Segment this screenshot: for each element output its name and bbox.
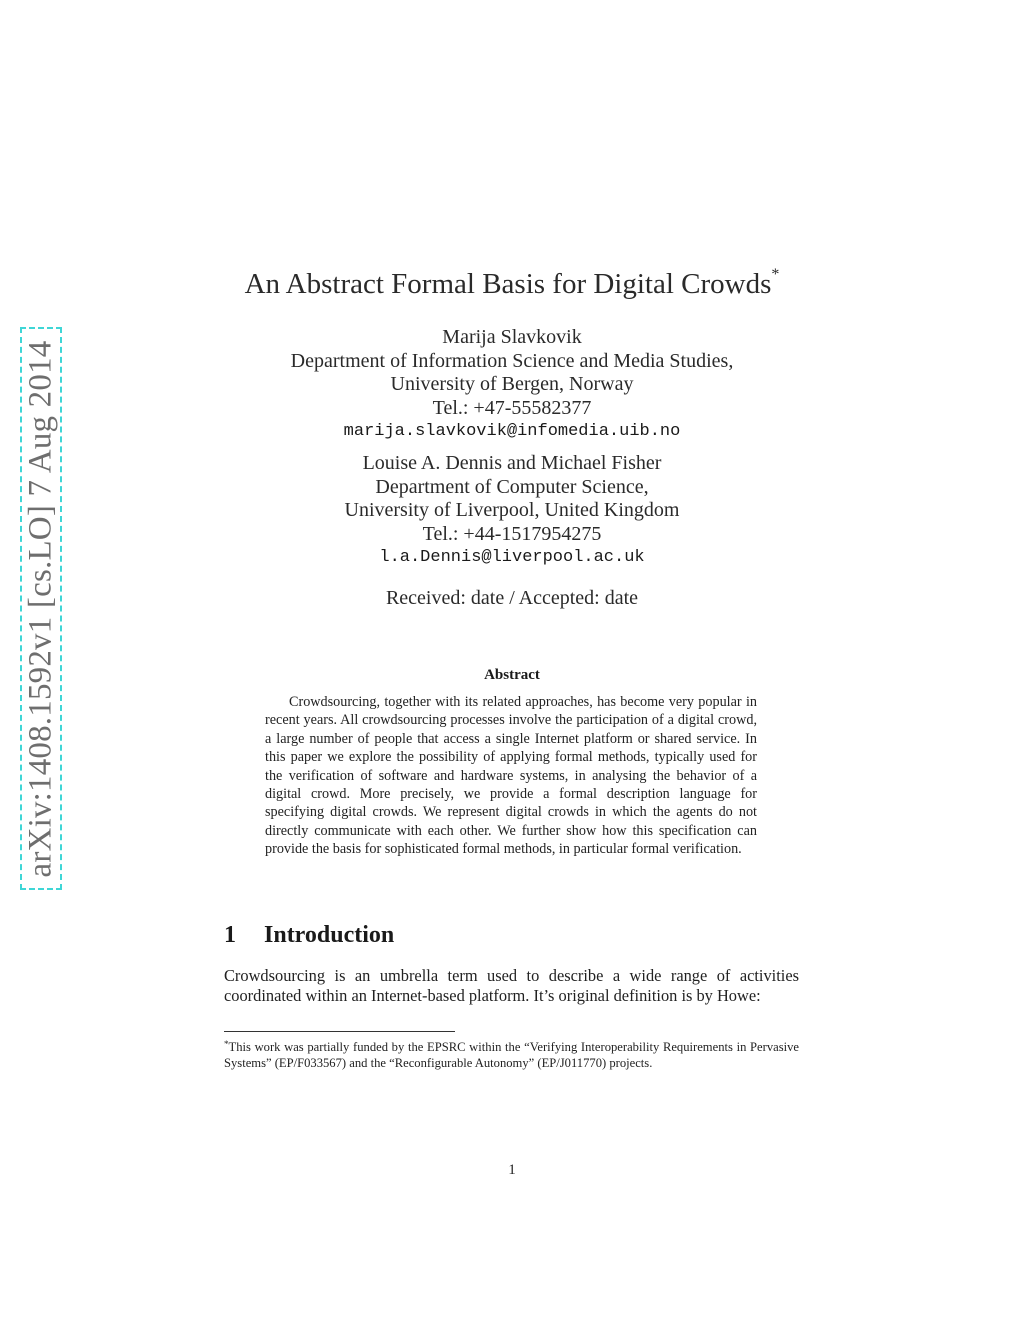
abstract-heading: Abstract: [484, 667, 540, 683]
title-footnote-mark: *: [771, 266, 780, 283]
footnote-text: This work was partially funded by the EPSRC within the “Verifying Interoperability Requirements in Pervasive Systems” (EP/F033567) and the “Reconfigurable Autonomy” (EP/J011770) projects.: [224, 1040, 799, 1070]
author-university: University of Bergen, Norway: [390, 373, 634, 395]
author-department: Department of Computer Science,: [375, 475, 649, 498]
paper-title: [0, 266, 1024, 301]
author-name: Marija Slavkovik: [442, 326, 582, 348]
author-name: Louise A. Dennis and Michael Fisher: [362, 452, 662, 474]
abstract-body: Crowdsourcing, together with its related approaches, has become very popular in recent years. All crowdsourcing processes involve the participation of a digital crowd, a large number of people that access a single Internet platform or shared service. In this paper we explore the possibility of applying formal methods, typically used for the verification of software and hardware systems, in analysing the behavior of a digital crowd. More precisely, we provide a formal description language for specifying digital crowds. We represent digital crowds in which the agents do not directly communicate with each other. We further show how this specification can provide the basis for sophisticated formal methods, in particular formal verification.: [265, 694, 757, 858]
footnote-divider: [224, 1031, 455, 1032]
author-block-1: [0, 326, 1024, 444]
author-email: l.a.Dennis@liverpool.ac.uk: [379, 548, 645, 567]
section-number: 1: [224, 922, 236, 948]
author-telephone: Tel.: +47-55582377: [432, 396, 592, 419]
footnote-mark: *: [224, 1039, 229, 1049]
author-telephone: Tel.: +44-1517954275: [422, 522, 602, 545]
section-heading: [224, 922, 394, 949]
author-department: Department of Information Science and Media Studies,: [290, 349, 734, 372]
introduction-paragraph: Crowdsourcing is an umbrella term used to describe a wide range of activities coordinated within an Internet-based platform. It’s original definition is by Howe:: [224, 966, 799, 1005]
received-accepted-dates: Received: date / Accepted: date: [385, 587, 639, 609]
paper-title-text: An Abstract Formal Basis for Digital Crowds: [244, 268, 772, 300]
arxiv-identifier: arXiv:1408.1592v1 [cs.LO] 7 Aug 2014: [22, 340, 59, 877]
section-title: Introduction: [264, 922, 395, 948]
author-block-2: [0, 452, 1024, 570]
author-university: University of Liverpool, United Kingdom: [344, 499, 680, 521]
footnote: [224, 1036, 799, 1071]
page-number: 1: [508, 1162, 516, 1178]
author-email: marija.slavkovik@infomedia.uib.no: [343, 422, 681, 441]
